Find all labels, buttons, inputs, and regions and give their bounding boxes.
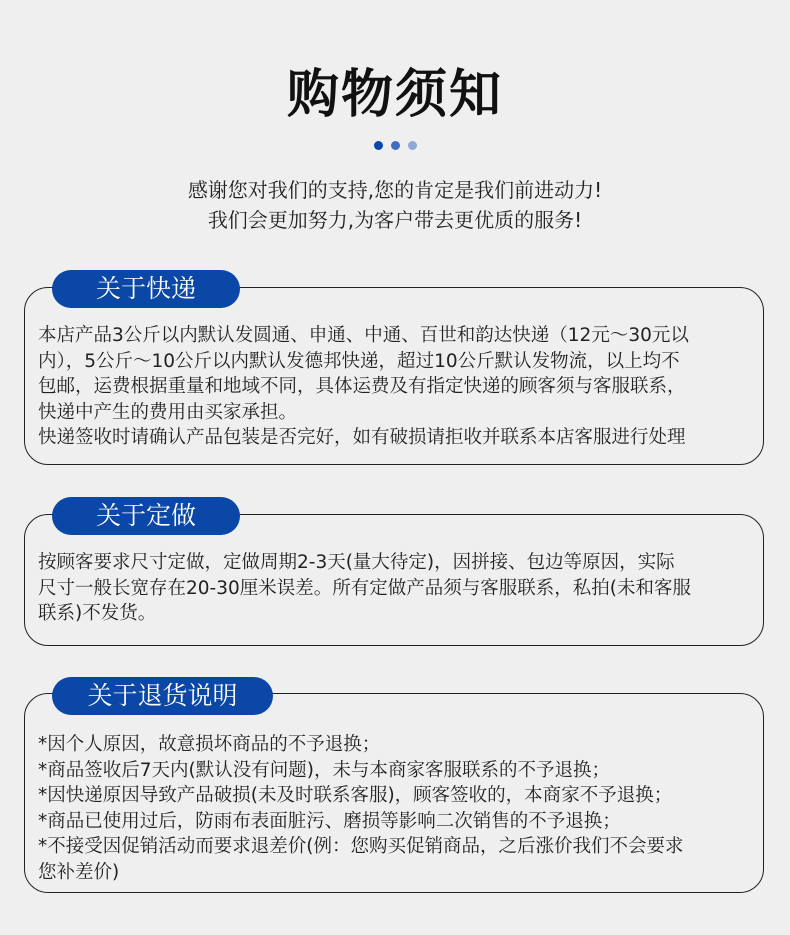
page-title: 购物须知: [286, 65, 503, 125]
custom-order-section-badge: 关于定做: [52, 497, 240, 535]
returns-section-text: [38, 732, 683, 885]
decorative-dots: [0, 141, 790, 150]
returns-section-badge: 关于退货说明: [52, 677, 273, 715]
text-line: *商品已使用过后，防雨布表面脏污、磨损等影响二次销售的不予退换；: [38, 810, 621, 832]
text-line: *不接受因促销活动而要求退差价(例：您购买促销商品，之后涨价我们不会要求: [38, 836, 684, 857]
text-line: 联系)不发货。: [38, 603, 157, 624]
subtitle-line-1: 感谢您对我们的支持,您的肯定是我们前进动力!: [187, 178, 603, 202]
text-line: 快递中产生的费用由买家承担。: [38, 401, 298, 423]
text-line: *因个人原因，故意损坏商品的不予退换；: [38, 734, 381, 755]
custom-order-section-text: [38, 550, 691, 627]
shipping-section-text: [38, 323, 689, 451]
text-line: *因快递原因导致产品破损(未及时联系客服)，顾客签收的，本商家不予退换；: [38, 785, 673, 806]
text-line: 您补差价): [38, 861, 120, 883]
shipping-section-badge: 关于快递: [52, 270, 240, 308]
dot-icon: [408, 141, 417, 150]
text-line: 本店产品3公斤以内默认发圆通、申通、中通、百世和韵达快递（12元～30元以: [38, 325, 689, 346]
text-line: 尺寸一般长宽存在20-30厘米误差。所有定做产品须与客服联系，私拍(未和客服: [38, 577, 691, 599]
subtitle-line-2: 我们会更加努力,为客户带去更优质的服务!: [207, 208, 583, 232]
text-line: 快递签收时请确认产品包装是否完好，如有破损请拒收并联系本店客服进行处理: [38, 427, 686, 448]
text-line: 内），5公斤～10公斤以内默认发德邦快递，超过10公斤默认发物流，以上均不: [38, 350, 680, 372]
text-line: 包邮，运费根据重量和地域不同，具体运费及有指定快递的顾客须与客服联系，: [38, 376, 686, 397]
text-line: 按顾客要求尺寸定做，定做周期2-3天(量大待定)，因拼接、包边等原因，实际: [38, 552, 675, 573]
text-line: *商品签收后7天内(默认没有问题)，未与本商家客服联系的不予退换；: [38, 759, 610, 781]
dot-icon: [374, 141, 383, 150]
dot-icon: [391, 141, 400, 150]
